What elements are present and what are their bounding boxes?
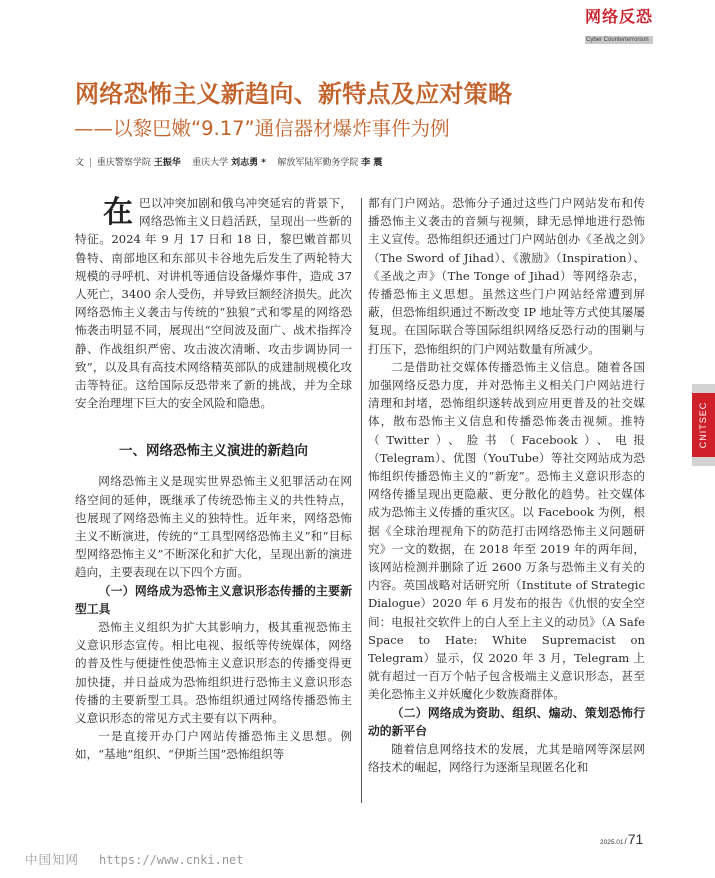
author-affiliation: 重庆大学 [192, 158, 229, 168]
folio-slash: / [624, 837, 627, 846]
left-column [75, 194, 352, 764]
header-brand [585, 8, 715, 45]
watermark-cn: 中国知网 [25, 852, 80, 867]
right-column [368, 194, 645, 777]
subsection-paragraph: 随着信息网络技术的发展，尤其是暗网等深层网络技术的崛起，网络行为逐渐呈现匿名化和 [368, 742, 645, 775]
byline [75, 157, 382, 169]
brand-subtitle: Cyber Counterterrorism [585, 36, 653, 44]
article-subtitle: ——以黎巴嫩“9.17”通信器材爆炸事件为例 [74, 117, 450, 140]
paragraph-continued: 都有门户网站。恐怖分子通过这些门户网站发布和传播恐怖主义袭击的音频与视频，肆无忌惮地进行恐怖主义宣传。恐怖组织还通过门户网站创办《圣战之剑》（The Sword of Jihad）、《激励》（Inspiration）、《圣战之声》（The Tonge of Jihad）等网络杂志，传播恐怖主义思想。虽然这些门户网站经常遭到屏蔽，但恐怖组织通过不断改变 IP 地址等方式使其屡屡复现。在国际联合等国际组织网络反恐行动的围剿与打压下，恐怖组织的门户网站数量有所减少。 [368, 196, 645, 356]
section-paragraph: 网络恐怖主义是现实世界恐怖主义犯罪活动在网络空间的延伸，既继承了传统恐怖主义的共性特点，也展现了网络恐怖主义的独特性。近年来，网络恐怖主义不断演进，传统的“工具型网络恐怖主义”和“目标型网络恐怖主义”不断深化和扩大化，呈现出新的演进趋向，主要表现在以下四个方面。 [75, 474, 352, 580]
drop-cap: 在 [103, 195, 133, 230]
author-name: 王振华 [153, 158, 181, 168]
column-divider [361, 198, 362, 803]
author-affiliation: 重庆警察学院 [96, 158, 151, 168]
page-folio [600, 831, 643, 849]
brand-title: 网络反恐 [585, 7, 654, 26]
intro-paragraph [75, 194, 352, 412]
paragraph-first-way: 一是直接开办门户网站传播恐怖主义思想。例如，“基地”组织、“伊斯兰国”恐怖组织等 [75, 729, 352, 762]
page-number: 71 [627, 831, 644, 847]
side-tab-cap-bottom [692, 457, 715, 466]
intro-text: 巴以冲突加剧和俄乌冲突延宕的背景下，网络恐怖主义日趋活跃，呈现出一些新的特征。2024 年 9 月 17 日和 18 日，黎巴嫩首都贝鲁特、南部地区和东部贝卡谷地先后发生了两轮特大规模的寻呼机、对讲机等通信设备爆炸事件，造成 37 人死亡，3400 余人受伤，并导致巨额经济损失。此次网络恐怖主义袭击与传统的“独狼”式和零星的网络恐怖袭击明显不同，展现出“空间波及面广、战术指挥冷静、作战组织严密、攻击波次清晰、攻击步调协同一致”，以及具有高技术网络精英部队的成建制规模化攻击等特征。这给国际反恐带来了新的挑战，并为全球安全治理埋下巨大的安全风险和隐患。 [75, 196, 352, 411]
paragraph-second-way: 二是借助社交媒体传播恐怖主义信息。随着各国加强网络反恐力度，并对恐怖主义相关门户网站进行清理和封堵，恐怖组织遂转战到应用更普及的社交媒体，散布恐怖主义信息和传播恐怖袭击视频。推特（Twitter）、脸书（Facebook）、电报（Telegram）、优图（YouTube）等社交网站成为恐怖组织传播恐怖主义的“新宠”。恐怖主义意识形态的网络传播呈现出更隐蔽、更分散化的趋势。社交媒体成为恐怖主义传播的重灾区。以 Facebook 为例，根据《全球治理视角下的防范打击网络恐怖主义问题研究》一文的数据，在 2018 年至 2019 年的两年间，该网站检测并删除了近 2600 万条与恐怖主义有关的内容。英国战略对话研究所（Institute of Strategic Dialogue）2020 年 6 月发布的报告《仇恨的安全空间：电报社交软件上的白人至上主义的动员》（A Safe Space to Hate: White Supremacist on Telegram）显示，仅 2020 年 3 月，Telegram 上就有超过一百万个帖子包含极端主义意识形态，甚至美化恐怖主义并妖魔化少数族裔群体。 [368, 359, 645, 702]
side-tab-label: CNITSEC [698, 401, 708, 449]
byline-prefix: 文 [75, 158, 85, 168]
subsection-heading-1: （一）网络成为恐怖主义意识形态传播的主要新型工具 [75, 583, 352, 616]
byline-separator: | [88, 158, 92, 168]
side-tab-cap-top [692, 384, 715, 393]
author-name: 李 震 [361, 158, 383, 168]
watermark-url[interactable]: https://www.cnki.net [99, 853, 244, 867]
subsection-paragraph: 恐怖主义组织为扩大其影响力，极其重视恐怖主义意识形态宣传。相比电视、报纸等传统媒体，网络的普及性与便捷性使恐怖主义意识形态的传播变得更加快捷，并日益成为恐怖组织进行恐怖主义意识形态传播的主要新型工具。恐怖组织通过网络传播恐怖主义意识形态的常见方式主要有以下两种。 [75, 620, 352, 726]
watermark [25, 850, 244, 868]
author-name: 刘志勇 * [231, 158, 266, 168]
side-tab [692, 393, 715, 457]
issue-number: 2025.01 [600, 839, 624, 846]
article-title: 网络恐怖主义新趋向、新特点及应对策略 [75, 80, 513, 108]
subsection-heading-2: （二）网络成为资助、组织、煽动、策划恐怖行动的新平台 [368, 705, 645, 738]
author-affiliation: 解放军陆军勤务学院 [277, 158, 359, 168]
section-heading-1: 一、网络恐怖主义演进的新趋向 [119, 443, 308, 460]
